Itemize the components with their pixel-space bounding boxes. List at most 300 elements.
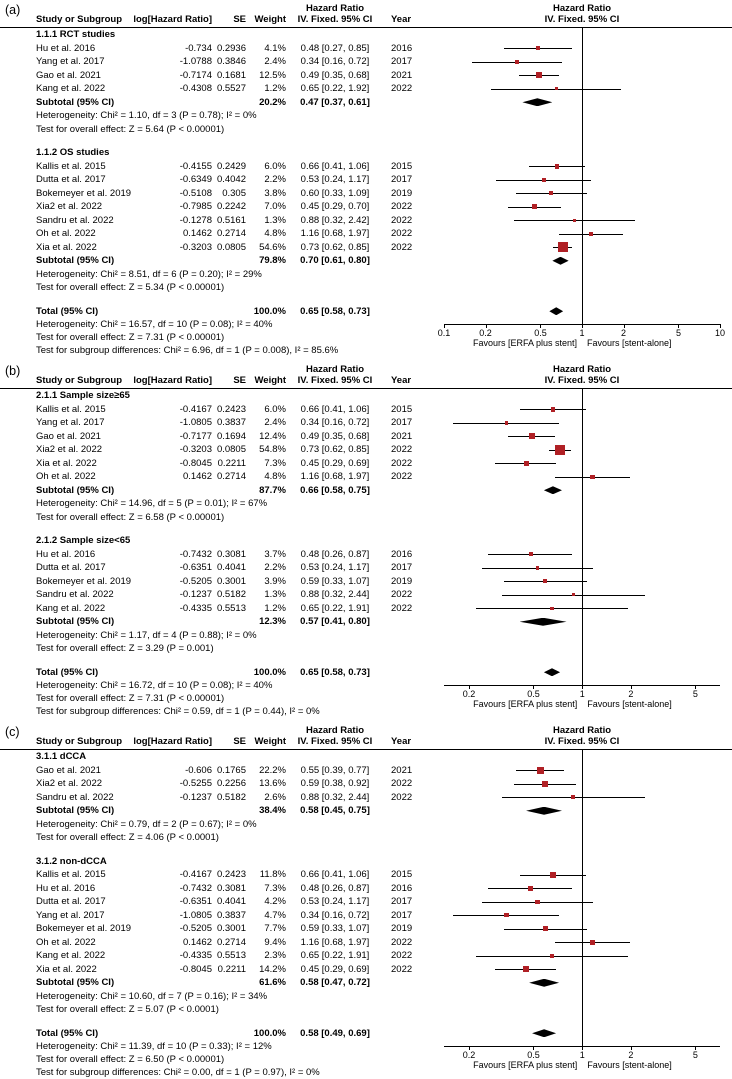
spacer [418,936,432,950]
hazard-ratio-ci-value: 0.88 [0.32, 2.42] [300,214,370,226]
weight-value: 1.2% [264,83,286,94]
effect-size-square [523,966,529,972]
log-hazard-ratio-value: -0.6351 [179,896,212,907]
study-row [0,55,732,69]
spacer [418,254,432,268]
year-value: 2017 [391,909,413,921]
log-hazard-ratio-value: -0.3203 [179,241,212,253]
hazard-ratio-ci-value: 0.58 [0.49, 0.69] [300,1027,370,1039]
study-name: Xia et al. 2022 [36,457,97,469]
weight-value: 61.6% [259,977,286,988]
spacer [418,3,432,14]
plot-ci-column-header: IV. Fixed. 95% CI [544,736,620,747]
effect-size-square [536,72,542,78]
study-row [0,470,732,484]
group-title-row [0,389,732,403]
summary-label: Total (95% CI) [36,305,99,317]
hazard-ratio-ci-value: 1.16 [0.68, 1.97] [300,228,370,239]
study-name: Sandru et al. 2022 [36,791,114,803]
study-name: Kang et al. 2022 [36,950,106,961]
study-row [0,548,732,562]
log-hazard-ratio-value: -0.7985 [179,201,212,212]
axis-tick-label: 0.5 [527,689,540,699]
study-name: Oh et al. 2022 [36,228,96,239]
standard-error-value: 0.4041 [216,562,246,573]
spacer [212,484,246,498]
spacer [384,305,418,319]
study-row [0,403,732,417]
hazard-ratio-ci-value: 0.66 [0.58, 0.75] [300,484,370,496]
year-value: 2015 [391,160,413,172]
spacer [418,69,432,83]
effect-size-square [543,926,548,931]
spacer-row [0,845,732,855]
stats-note: Test for overall effect: Z = 7.31 (P < 0.00001) [36,693,225,704]
study-row [0,936,732,950]
hazard-ratio-ci-value: 0.34 [0.16, 0.72] [300,909,370,921]
hazard-ratio-ci-value: 0.66 [0.41, 1.06] [300,869,370,880]
ci-column-header: IV. Fixed. 95% CI [297,14,373,25]
year-value: 2017 [391,417,413,428]
hazard-ratio-header: Hazard Ratio [305,3,365,14]
axis-tick-label: 5 [692,689,698,699]
weight-value: 1.2% [264,602,286,614]
study-row [0,588,732,602]
study-name: Bokemeyer et al. 2019 [36,187,132,199]
hazard-ratio-ci-value: 0.58 [0.45, 0.75] [300,805,370,816]
panel-body [0,750,732,1079]
stats-note: Heterogeneity: Chi² = 8.51, df = 6 (P = 0.20); I² = 29% [36,268,262,280]
study-row [0,561,732,575]
study-row [0,457,732,471]
stats-note: Test for overall effect: Z = 3.29 (P = 0.001) [36,643,214,654]
log-hazard-ratio-value: -0.606 [185,764,212,776]
spacer [418,764,432,778]
spacer [418,443,432,457]
axis-tick-label: 1 [579,328,585,338]
study-row [0,416,732,430]
study-row [0,791,732,805]
log-hazard-ratio-value: 0.1462 [182,936,212,948]
study-name: Sandru et al. 2022 [36,214,114,226]
weight-value: 12.5% [259,69,286,81]
spacer [36,3,286,14]
log-hazard-ratio-value: -0.3203 [179,444,212,455]
hazard-ratio-ci-value: 0.45 [0.29, 0.69] [300,457,370,469]
weight-value: 12.4% [259,430,286,442]
spacer [132,96,212,110]
favours-left-label: Favours [ERFA plus stent] [473,1060,578,1070]
effect-size-square [542,781,548,787]
weight-value: 7.7% [264,923,286,934]
hazard-ratio-ci-value: 0.57 [0.41, 0.80] [300,616,370,627]
weight-value: 87.7% [259,484,286,496]
hazard-ratio-ci-value: 0.73 [0.62, 0.85] [300,444,370,455]
axis-tick-label: 0.2 [462,689,476,699]
subtotal-row [0,254,732,268]
spacer [418,963,432,977]
log-hazard-ratio-value: -0.1278 [179,214,212,226]
summary-label: Subtotal (95% CI) [36,484,115,496]
study-name: Hu et al. 2016 [36,882,96,894]
spacer [418,922,432,936]
weight-value: 100.0% [253,1027,286,1039]
spacer [418,882,432,896]
header-row-1 [0,364,732,375]
hazard-ratio-ci-value: 0.48 [0.27, 0.85] [300,42,370,54]
spacer [418,364,432,375]
study-column-header: Study or Subgroup [36,375,123,386]
study-name: Dutta et al. 2017 [36,896,106,907]
log-hazard-ratio-value: -0.5108 [179,187,212,199]
spacer [418,909,432,923]
panel-footer [0,1040,732,1079]
log-hazard-ratio-value: -0.4335 [179,950,212,961]
axis-tick-label: 0.5 [527,1050,540,1060]
study-name: Kallis et al. 2015 [36,160,106,172]
hazard-ratio-ci-value: 0.65 [0.22, 1.91] [300,602,370,614]
hazard-ratio-ci-value: 0.53 [0.24, 1.17] [300,174,370,185]
standard-error-value: 0.0805 [216,241,246,253]
study-row [0,602,732,616]
hazard-ratio-ci-value: 0.88 [0.32, 2.44] [300,589,370,600]
stats-row [0,497,732,511]
effect-size-square [589,232,593,236]
year-value: 2022 [391,950,413,961]
spacer [132,666,212,680]
standard-error-value: 0.3846 [216,56,246,67]
subtotal-row [0,804,732,818]
axis-tick-label: 0.2 [462,1050,476,1060]
standard-error-value: 0.3001 [216,575,246,587]
year-value: 2022 [391,201,413,212]
hazard-ratio-ci-value: 0.65 [0.22, 1.91] [300,950,370,961]
weight-value: 2.2% [264,562,286,573]
study-row [0,922,732,936]
hazard-ratio-ci-value: 0.48 [0.26, 0.87] [300,882,370,894]
year-value: 2017 [391,56,413,67]
standard-error-value: 0.3081 [216,882,246,894]
stats-row [0,990,732,1004]
spacer [418,403,432,417]
effect-size-square [529,552,533,556]
spacer [384,666,418,680]
standard-error-value: 0.3837 [216,909,246,921]
weight-value: 7.0% [264,201,286,212]
hazard-ratio-ci-value: 0.48 [0.26, 0.87] [300,548,370,560]
summary-diamond [529,979,559,987]
hazard-ratio-ci-value: 0.65 [0.58, 0.73] [300,666,370,678]
footer-stats-notes [0,679,432,718]
summary-diamond [549,307,563,315]
spacer [418,173,432,187]
hazard-ratio-ci-value: 0.73 [0.62, 0.85] [300,241,370,253]
year-value: 2022 [391,214,413,226]
standard-error-value: 0.1681 [216,69,246,81]
header-row-1 [0,725,732,736]
standard-error-value: 0.3001 [216,923,246,934]
summary-label: Subtotal (95% CI) [36,977,115,988]
weight-value: 7.3% [264,457,286,469]
standard-error-value: 0.2714 [216,471,246,482]
plot-hazard-ratio-header: Hazard Ratio [552,725,612,736]
spacer [418,96,432,110]
log-hazard-ratio-value: -1.0805 [179,909,212,921]
year-value: 2022 [391,778,413,789]
spacer [384,364,418,375]
spacer [418,666,432,680]
year-value: 2022 [391,83,413,94]
year-value: 2021 [391,430,413,442]
standard-error-value: 0.2256 [216,778,246,789]
spacer [384,1027,418,1041]
effect-size-square [536,46,540,50]
year-value: 2022 [391,444,413,455]
study-name: Yang et al. 2017 [36,909,105,921]
standard-error-value: 0.5527 [216,83,246,94]
summary-diamond [532,1029,556,1037]
year-value: 2019 [391,923,413,934]
weight-value: 13.6% [259,778,286,789]
log-hazard-ratio-value: -0.7432 [179,882,212,894]
year-value: 2016 [391,882,413,894]
spacer [418,484,432,498]
spacer [418,430,432,444]
hazard-ratio-ci-value: 0.49 [0.35, 0.68] [300,430,370,442]
hazard-ratio-ci-value: 0.45 [0.29, 0.69] [300,963,370,975]
spacer [418,976,432,990]
spacer [384,254,418,268]
stats-note: Heterogeneity: Chi² = 16.72, df = 10 (P = 0.08); I² = 40% [36,680,273,691]
subtotal-row [0,96,732,110]
study-name: Dutta et al. 2017 [36,562,106,573]
se-column-header: SE [233,736,246,747]
summary-diamond [544,668,560,676]
study-name: Xia2 et al. 2022 [36,778,103,789]
study-row [0,241,732,255]
standard-error-value: 0.5182 [216,589,246,600]
spacer [36,364,286,375]
weight-value: 54.6% [259,241,286,253]
spacer [418,804,432,818]
spacer [212,804,246,818]
year-value: 2019 [391,575,413,587]
year-value: 2017 [391,174,413,185]
standard-error-value: 0.2242 [216,201,246,212]
axis-tick-label: 0.1 [437,328,451,338]
spacer [212,615,246,629]
study-name: Gao et al. 2021 [36,69,101,81]
spacer [212,96,246,110]
hazard-ratio-ci-value: 0.53 [0.24, 1.17] [300,896,370,907]
favours-left-label: Favours [ERFA plus stent] [472,338,577,348]
group-title-row [0,28,732,42]
subtotal-row [0,484,732,498]
log-hazard-ratio-value: -0.8045 [179,457,212,469]
group-title: 3.1.1 dCCA [36,751,87,762]
year-column-header: Year [391,736,412,747]
panel-label: (a) [5,3,21,17]
effect-size-square [529,433,535,439]
study-name: Oh et al. 2022 [36,936,96,948]
hazard-ratio-header: Hazard Ratio [305,364,365,375]
total-row [0,1027,732,1041]
stats-note: Test for overall effect: Z = 5.64 (P < 0.00001) [36,123,225,135]
summary-label: Subtotal (95% CI) [36,255,115,266]
study-name: Oh et al. 2022 [36,471,96,482]
effect-size-square [571,795,575,799]
stats-note: Heterogeneity: Chi² = 16.57, df = 10 (P = 0.08); I² = 40% [36,319,273,330]
panel-footer [0,679,732,718]
spacer [418,791,432,805]
no-effect-line [582,389,583,686]
spacer [418,200,432,214]
log-hazard-ratio-value: -0.1237 [179,791,212,803]
summary-diamond [522,98,552,106]
study-name: Gao et al. 2021 [36,764,101,776]
spacer [384,976,418,990]
panel-body [0,389,732,718]
effect-size-square [537,767,544,774]
log-hazard-ratio-value: 0.1462 [182,228,212,239]
spacer [418,868,432,882]
weight-value: 14.2% [259,963,286,975]
effect-size-square [524,461,529,466]
weight-column-header: Weight [254,736,286,747]
standard-error-value: 0.2936 [216,42,246,54]
spacer [418,160,432,174]
spacer-row [0,1017,732,1027]
spacer [418,470,432,484]
effect-size-square [536,566,540,570]
study-name: Bokemeyer et al. 2019 [36,923,132,934]
summary-label: Subtotal (95% CI) [36,96,115,108]
subtotal-row [0,615,732,629]
panel-label: (c) [5,725,20,739]
axis-tick-label: 0.5 [534,328,547,338]
weight-value: 9.4% [264,936,286,948]
year-column-header: Year [391,375,412,386]
effect-size-square [543,579,547,583]
effect-size-square [505,421,509,425]
header-row-1 [0,3,732,14]
spacer [418,227,432,241]
effect-size-square [555,87,558,90]
plot-ci-column-header: IV. Fixed. 95% CI [544,14,620,25]
group-title: 2.1.1 Sample size≥65 [36,390,130,401]
stats-row [0,281,732,295]
effect-size-square [532,204,537,209]
study-column-header: Study or Subgroup [36,14,123,25]
header-row-2 [0,736,732,747]
weight-value: 1.3% [264,214,286,226]
plot-ci-column-header: IV. Fixed. 95% CI [544,375,620,386]
study-row [0,909,732,923]
standard-error-value: 0.305 [222,187,246,199]
se-column-header: SE [233,14,246,25]
spacer [418,416,432,430]
stats-row [0,109,732,123]
effect-size-square [573,219,576,222]
year-value: 2022 [391,963,413,975]
summary-diamond [526,807,562,815]
log-hr-column-header: log[Hazard Ratio] [133,14,212,25]
subtotal-row [0,976,732,990]
study-row [0,868,732,882]
hazard-ratio-ci-value: 0.65 [0.58, 0.73] [300,305,370,317]
group-title: 2.1.2 Sample size<65 [36,535,131,546]
spacer [418,241,432,255]
standard-error-value: 0.5182 [216,791,246,803]
axis-tick-label: 2 [628,689,634,699]
standard-error-value: 0.5513 [216,602,246,614]
spacer [212,666,246,680]
standard-error-value: 0.0805 [216,444,246,455]
log-hazard-ratio-value: -0.5205 [179,923,212,934]
weight-value: 22.2% [259,764,286,776]
spacer [384,615,418,629]
hazard-ratio-ci-value: 0.59 [0.38, 0.92] [300,778,370,789]
spacer [132,254,212,268]
effect-size-square [542,178,546,182]
standard-error-value: 0.5161 [216,214,246,226]
spacer [418,82,432,96]
stats-note: Test for overall effect: Z = 6.50 (P < 0.00001) [36,1054,225,1065]
weight-value: 2.4% [264,56,286,67]
spacer [384,725,418,736]
spacer [132,305,212,319]
group-title-row [0,750,732,764]
hazard-ratio-ci-value: 0.88 [0.32, 2.44] [300,791,370,803]
standard-error-value: 0.2714 [216,936,246,948]
year-value: 2017 [391,562,413,573]
spacer [418,615,432,629]
log-hazard-ratio-value: -0.5255 [179,778,212,789]
weight-value: 100.0% [253,305,286,317]
standard-error-value: 0.2429 [216,160,246,172]
ci-column-header: IV. Fixed. 95% CI [297,736,373,747]
summary-diamond [544,486,562,494]
total-row [0,666,732,680]
study-name: Xia et al. 2022 [36,963,97,975]
year-value: 2022 [391,589,413,600]
group-title-row [0,146,732,160]
stats-note: Test for subgroup differences: Chi² = 6.96, df = 1 (P = 0.008), I² = 85.6% [36,345,339,356]
log-hazard-ratio-value: -0.734 [185,42,212,54]
study-row [0,764,732,778]
stats-note: Test for subgroup differences: Chi² = 0.59, df = 1 (P = 0.44), I² = 0% [36,706,320,717]
study-row [0,187,732,201]
spacer-row [0,656,732,666]
standard-error-value: 0.2714 [216,228,246,239]
stats-note: Test for overall effect: Z = 5.34 (P < 0.00001) [36,282,225,293]
stats-row [0,511,732,525]
weight-value: 38.4% [259,805,286,816]
spacer [212,305,246,319]
log-hr-column-header: log[Hazard Ratio] [133,375,212,386]
spacer [384,484,418,498]
study-row [0,227,732,241]
stats-note: Test for overall effect: Z = 4.06 (P < 0.0001) [36,832,219,843]
year-value: 2022 [391,471,413,482]
year-value: 2022 [391,457,413,469]
effect-size-square [555,164,560,169]
study-row [0,214,732,228]
study-name: Kallis et al. 2015 [36,869,106,880]
weight-value: 4.8% [264,471,286,482]
hazard-ratio-ci-value: 0.49 [0.35, 0.68] [300,69,370,81]
weight-column-header: Weight [254,375,286,386]
